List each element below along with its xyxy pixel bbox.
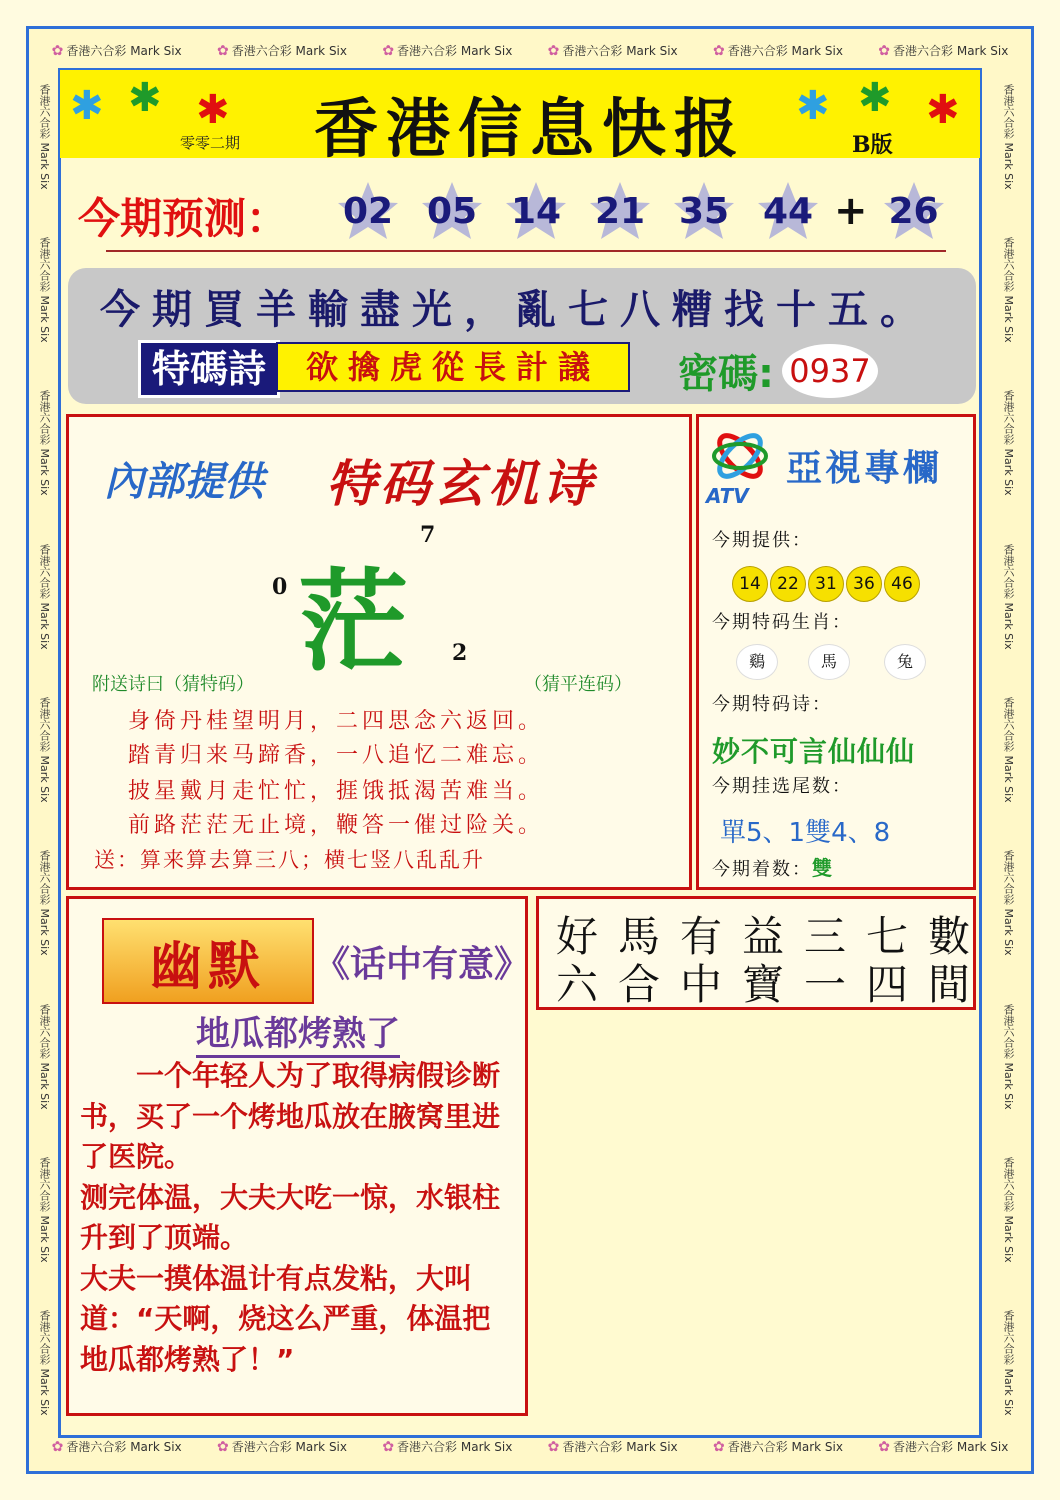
watermark-text: ✿ 香港六合彩 Mark Six (878, 1438, 1009, 1455)
watermark-text: ✿ 香港六合彩 Mark Six (382, 42, 513, 59)
slogan-text: 今期買羊輸盡光，亂七八糟找十五。 (100, 287, 932, 333)
number-ball: 36 (846, 566, 882, 602)
section-title: 內部提供 (104, 459, 264, 505)
humor-paragraph: 一个年轻人为了取得病假诊断书，买了一个烤地瓜放在腋窝里进了医院。 (80, 1059, 501, 1173)
watermark-text: 香港六合彩 Mark Six (38, 850, 51, 957)
star-number (578, 180, 662, 242)
number-text: 26 (888, 190, 939, 232)
watermark-text: 香港六合彩 Mark Six (1002, 83, 1015, 190)
atv-label: 今期特码诗： (712, 694, 832, 715)
atv-count-value: 雙 (812, 856, 834, 880)
atv-label: 今期着数： (712, 859, 812, 880)
asterisk-icon: ✱ (796, 83, 830, 129)
tmsh-verse: 欲擒虎從長計議 (276, 342, 630, 392)
number-ball: 14 (732, 566, 768, 602)
watermark-text: 香港六合彩 Mark Six (38, 83, 51, 190)
atv-logo-icon (708, 428, 772, 488)
watermark-text: 香港六合彩 Mark Six (38, 1310, 51, 1417)
watermark-text: 香港六合彩 Mark Six (1002, 697, 1015, 803)
watermark-text: ✿ 香港六合彩 Mark Six (51, 42, 182, 59)
poem-line: 前路茫茫无止境，鞭答一催过险关。 (128, 813, 545, 838)
star-number (410, 180, 494, 242)
atv-logo-text: ATV (706, 484, 749, 508)
tmsh-label: 特碼詩 (138, 340, 280, 398)
zodiac-badge: 鷄 (736, 644, 778, 680)
number-text: 44 (762, 190, 814, 232)
atv-count-row (712, 852, 834, 881)
humor-paragraph: 大夫一摸体温计有点发粘，大叫道：“天啊，烧这么严重，体温把地瓜都烤熟了！” (80, 1261, 491, 1376)
number-text: 21 (594, 190, 646, 232)
poem-send-line: 送：算来算去算三八；横七竖八乱乱升 (94, 848, 485, 872)
prediction-row (66, 172, 976, 252)
number-ball: 46 (884, 566, 920, 602)
number-text: 02 (342, 190, 394, 232)
star-number (494, 180, 578, 242)
watermark-text: 香港六合彩 Mark Six (1002, 850, 1015, 957)
number-text: 05 (426, 190, 478, 232)
star-number (746, 180, 830, 242)
number-text: 14 (510, 190, 562, 232)
watermark-text: 香港六合彩 Mark Six (1002, 237, 1015, 343)
watermark-text: 香港六合彩 Mark Six (38, 543, 51, 650)
prediction-numbers (326, 180, 956, 242)
watermark-text: 香港六合彩 Mark Six (1002, 1310, 1015, 1417)
atv-tail-numbers: 單5、1雙4、8 (720, 818, 891, 848)
watermark-right (998, 60, 1018, 1440)
atv-label: 今期特码生肖： (712, 612, 852, 633)
watermark-text: 香港六合彩 Mark Six (38, 237, 51, 343)
watermark-text: 香港六合彩 Mark Six (1002, 1003, 1015, 1110)
humor-badge: 幽默 (102, 918, 314, 1004)
watermark-text: ✿ 香港六合彩 Mark Six (216, 42, 347, 59)
watermark-left (34, 60, 54, 1440)
section-title-main: 特码玄机诗 (326, 455, 596, 513)
riddle-number: 2 (452, 640, 468, 666)
poem-line: 踏青归来马蹄香，一八追忆二难忘。 (128, 743, 545, 768)
watermark-text: ✿ 香港六合彩 Mark Six (712, 42, 843, 59)
star-number (326, 180, 410, 242)
watermark-text: 香港六合彩 Mark Six (1002, 1157, 1015, 1263)
watermark-text: ✿ 香港六合彩 Mark Six (216, 1438, 347, 1455)
asterisk-icon: ✱ (858, 75, 892, 121)
divider (106, 250, 946, 252)
prediction-label: 今期预测： (78, 194, 289, 243)
watermark-text: ✿ 香港六合彩 Mark Six (51, 1438, 182, 1455)
star-number-special (872, 180, 956, 242)
couplet-line: 好馬有益三七數 (556, 912, 991, 961)
watermark-top (34, 38, 1026, 62)
asterisk-icon: ✱ (70, 83, 104, 129)
edition-label: B版 (852, 132, 893, 158)
watermark-text: ✿ 香港六合彩 Mark Six (547, 1438, 678, 1455)
watermark-text: ✿ 香港六合彩 Mark Six (547, 42, 678, 59)
plus-sign: + (834, 188, 868, 234)
poem-note: （猜平连码） (524, 674, 632, 695)
number-ball: 22 (770, 566, 806, 602)
riddle-character: 茫 (298, 558, 408, 686)
watermark-text: 香港六合彩 Mark Six (1002, 390, 1015, 497)
atv-title: 亞視專欄 (786, 448, 943, 489)
watermark-text: ✿ 香港六合彩 Mark Six (878, 42, 1009, 59)
atv-label: 今期挂选尾数： (712, 776, 852, 797)
password-label: 密碼: (678, 351, 774, 397)
asterisk-icon: ✱ (196, 87, 230, 133)
number-text: 35 (678, 190, 730, 232)
asterisk-icon: ✱ (926, 87, 960, 133)
humor-headline: 地瓜都烤熟了 (196, 1006, 400, 1058)
watermark-text: ✿ 香港六合彩 Mark Six (382, 1438, 513, 1455)
atv-label: 今期提供： (712, 530, 812, 551)
watermark-text: ✿ 香港六合彩 Mark Six (712, 1438, 843, 1455)
zodiac-badge: 馬 (808, 644, 850, 680)
riddle-number: 7 (420, 522, 436, 548)
couplet-line: 六合中寶一四間 (556, 960, 991, 1009)
humor-body (80, 1056, 516, 1380)
riddle-number: 0 (272, 574, 288, 600)
star-number (662, 180, 746, 242)
watermark-text: 香港六合彩 Mark Six (1002, 543, 1015, 650)
asterisk-icon: ✱ (128, 75, 162, 121)
poem-note: 附送诗曰（猜特码） (92, 674, 254, 695)
atv-poem: 妙不可言仙仙仙 (712, 735, 916, 768)
humor-subtitle: 《话中有意》 (314, 944, 531, 985)
poem-line: 披星戴月走忙忙，捱饿抵渴苦难当。 (128, 779, 545, 804)
humor-paragraph: 测完体温，大夫大吃一惊，水银柱升到了顶端。 (80, 1180, 501, 1254)
atv-balls (732, 566, 920, 602)
watermark-text: 香港六合彩 Mark Six (38, 390, 51, 497)
number-ball: 31 (808, 566, 844, 602)
poem-line: 身倚丹桂望明月，二四思念六返回。 (128, 709, 545, 734)
watermark-text: 香港六合彩 Mark Six (38, 1003, 51, 1110)
issue-number: 零零二期 (180, 134, 241, 152)
zodiac-badge: 兔 (884, 644, 926, 680)
password-value: 0937 (782, 344, 878, 398)
watermark-text: 香港六合彩 Mark Six (38, 697, 51, 803)
page-title: 香港信息快报 (314, 92, 746, 167)
watermark-text: 香港六合彩 Mark Six (38, 1157, 51, 1263)
